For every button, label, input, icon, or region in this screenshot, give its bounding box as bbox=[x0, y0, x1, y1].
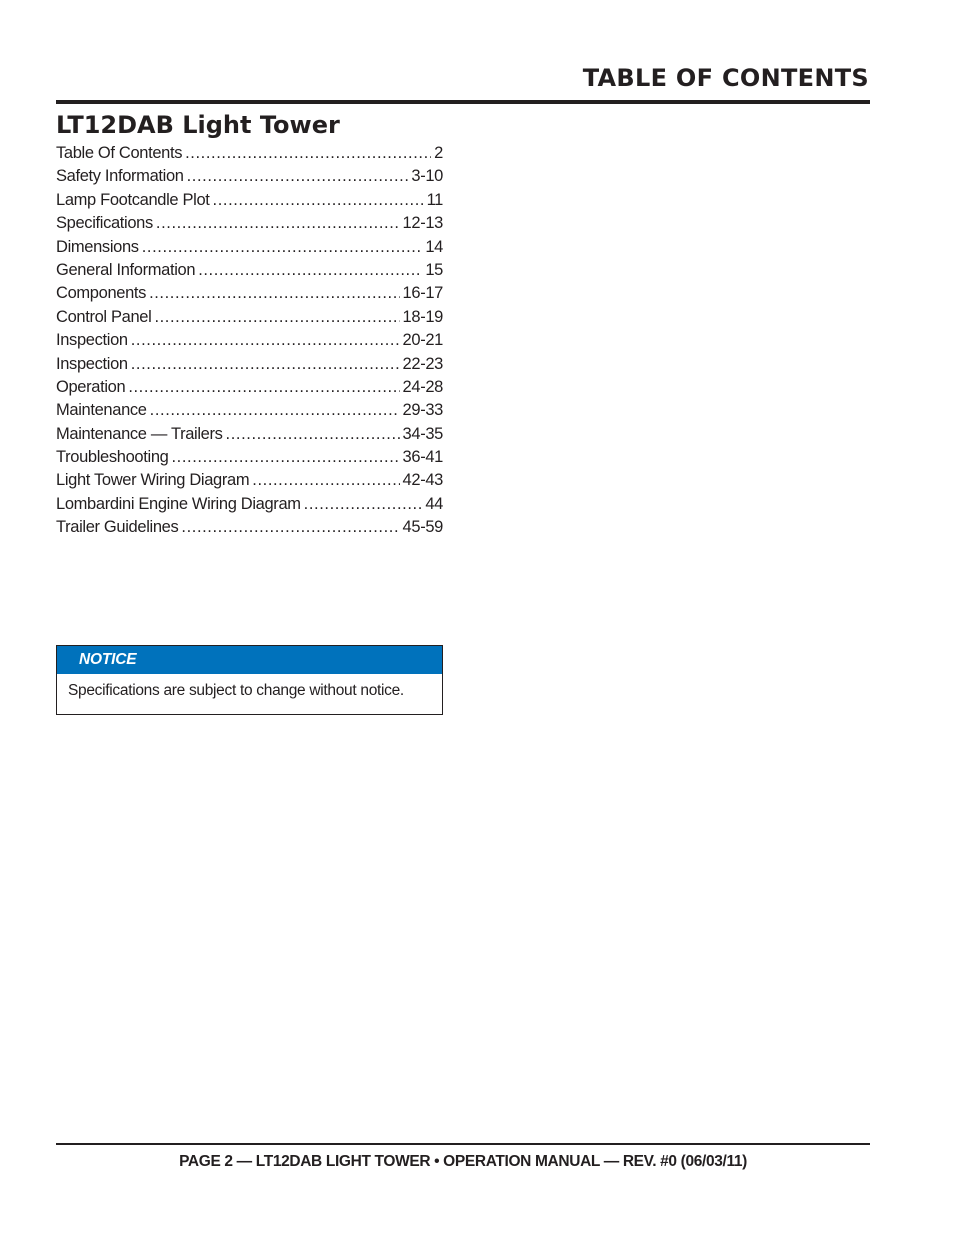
toc-entry-label: Dimensions bbox=[56, 237, 139, 256]
toc-entry-page: 45-59 bbox=[402, 518, 443, 537]
toc-entry-page: 12-13 bbox=[402, 214, 443, 233]
toc-entry-label: Safety Information bbox=[56, 167, 184, 186]
dot-leader bbox=[154, 306, 399, 329]
dot-leader bbox=[187, 165, 409, 188]
toc-entry-page: 36-41 bbox=[402, 448, 443, 467]
toc-entry-page: 22-23 bbox=[402, 354, 443, 373]
dot-leader bbox=[198, 259, 422, 282]
toc-entry-label: Lamp Footcandle Plot bbox=[56, 190, 210, 209]
toc-entry-trailer-guidelines[interactable] bbox=[56, 516, 443, 539]
toc-entry-page: 15 bbox=[425, 260, 443, 279]
dot-leader bbox=[156, 212, 400, 235]
toc-entry-operation[interactable] bbox=[56, 376, 443, 399]
dot-leader bbox=[131, 353, 400, 376]
notice-box bbox=[56, 645, 443, 715]
toc-entry-dimensions[interactable] bbox=[56, 236, 443, 259]
toc-entry-page: 3-10 bbox=[411, 167, 443, 186]
dot-leader bbox=[304, 493, 423, 516]
notice-text: Specifications are subject to change without notice. bbox=[68, 682, 404, 699]
toc-entry-label: Control Panel bbox=[56, 307, 152, 326]
toc-entry-page: 42-43 bbox=[402, 471, 443, 490]
dot-leader bbox=[131, 329, 400, 352]
dot-leader bbox=[142, 236, 423, 259]
toc-entry-label: Trailer Guidelines bbox=[56, 518, 179, 537]
toc-entry-label: Inspection bbox=[56, 354, 128, 373]
toc-entry-label: Specifications bbox=[56, 214, 153, 233]
dot-leader bbox=[213, 189, 424, 212]
toc-entry-page: 16-17 bbox=[402, 284, 443, 303]
toc-entry-lamp-footcandle-plot[interactable] bbox=[56, 189, 443, 212]
toc-entry-label: Lombardini Engine Wiring Diagram bbox=[56, 494, 301, 513]
toc-entry-page: 24-28 bbox=[402, 377, 443, 396]
dot-leader bbox=[181, 516, 399, 539]
header-rule bbox=[56, 100, 870, 104]
dot-leader bbox=[185, 142, 431, 165]
toc-entry-label: Maintenance — Trailers bbox=[56, 424, 223, 443]
toc-entry-lombardini-engine-wiring-diagram[interactable] bbox=[56, 493, 443, 516]
toc-entry-inspection-2[interactable] bbox=[56, 353, 443, 376]
toc-entry-inspection[interactable] bbox=[56, 329, 443, 352]
toc-entry-page: 14 bbox=[425, 237, 443, 256]
dot-leader bbox=[252, 469, 399, 492]
toc-entry-page: 11 bbox=[426, 190, 443, 209]
toc-entry-label: Components bbox=[56, 284, 147, 303]
dot-leader bbox=[171, 446, 399, 469]
toc-entry-label: General Information bbox=[56, 260, 196, 279]
toc-entry-table-of-contents[interactable] bbox=[56, 142, 443, 165]
dot-leader bbox=[149, 282, 399, 305]
toc-entry-specifications[interactable] bbox=[56, 212, 443, 235]
notice-heading: NOTICE bbox=[57, 646, 442, 674]
document-title: LT12DAB Light Tower bbox=[56, 111, 340, 139]
section-title: TABLE OF CONTENTS bbox=[582, 64, 869, 92]
toc-entry-maintenance-trailers[interactable] bbox=[56, 423, 443, 446]
toc-entry-page: 34-35 bbox=[402, 424, 443, 443]
toc-entry-label: Table Of Contents bbox=[56, 144, 183, 162]
footer-rule bbox=[56, 1143, 870, 1145]
dot-leader bbox=[150, 399, 400, 422]
dot-leader bbox=[226, 423, 400, 446]
toc-entry-label: Troubleshooting bbox=[56, 448, 169, 467]
toc-entry-maintenance[interactable] bbox=[56, 399, 443, 422]
toc-entry-page: 2 bbox=[434, 144, 443, 162]
toc-entry-page: 29-33 bbox=[402, 401, 443, 420]
toc-entry-general-information[interactable] bbox=[56, 259, 443, 282]
page-footer: PAGE 2 — LT12DAB LIGHT TOWER • OPERATION MANUAL — REV. #0 (06/03/11) bbox=[179, 1153, 747, 1170]
toc-entry-label: Light Tower Wiring Diagram bbox=[56, 471, 250, 490]
table-of-contents bbox=[56, 142, 443, 540]
toc-entry-label: Operation bbox=[56, 377, 126, 396]
toc-entry-label: Inspection bbox=[56, 331, 128, 350]
dot-leader bbox=[128, 376, 399, 399]
toc-entry-page: 44 bbox=[425, 494, 443, 513]
toc-entry-control-panel[interactable] bbox=[56, 306, 443, 329]
toc-entry-troubleshooting[interactable] bbox=[56, 446, 443, 469]
toc-entry-safety-information[interactable] bbox=[56, 165, 443, 188]
toc-entry-page: 18-19 bbox=[402, 307, 443, 326]
toc-entry-page: 20-21 bbox=[402, 331, 443, 350]
toc-entry-components[interactable] bbox=[56, 282, 443, 305]
toc-entry-light-tower-wiring-diagram[interactable] bbox=[56, 469, 443, 492]
toc-entry-label: Maintenance bbox=[56, 401, 147, 420]
